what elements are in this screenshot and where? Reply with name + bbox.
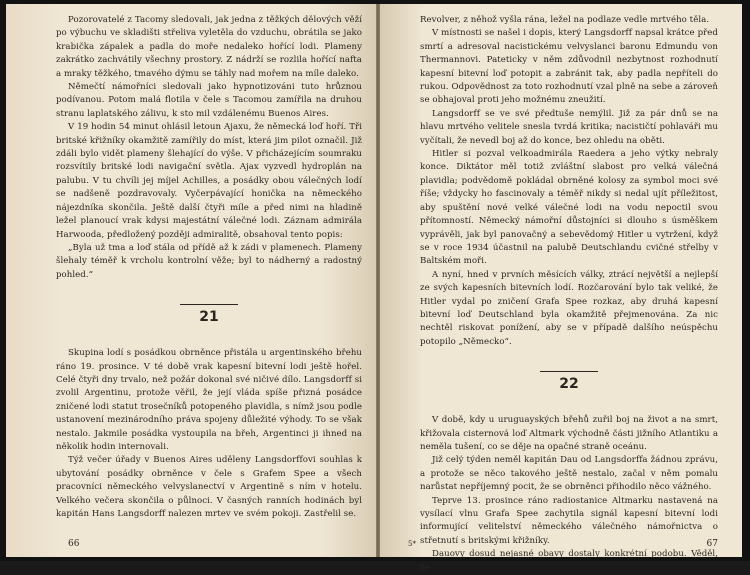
left-text-before (56, 14, 362, 282)
paragraph: Již celý týden neměl kapitán Dau od Langsdorffa žádnou zprávu, a protože se něco takového ještě nestalo, začal v něm pomalu narůstat nepříjemný pocit, že se obrněnci přihodilo něco vážného. (420, 455, 718, 493)
paragraph: Langsdorff se ve své předtuše nemýlil. Již za pár dnů se na hlavu mrtvého velitele snesla tvrdá kritika; nacističtí pohlaváři mu vyčítali, že nevedl boj až do konce, bez ohledu na oběti. (420, 108, 718, 146)
page-number: 67 (706, 539, 718, 549)
left-text-after (56, 347, 362, 521)
chapter-number: 21 (199, 309, 219, 326)
right-text-after (420, 414, 718, 575)
paragraph: V době, kdy u uruguayských břehů zuřil boj na život a na smrt, křižovala cisternová loď Altmark východně části jižního Atlantiku a neměla tušení, co se děje na opačné straně oceánu. (420, 415, 718, 452)
right-text-before (420, 14, 718, 349)
signature-mark: 5* (408, 540, 416, 548)
paragraph: Pozorovatelé z Tacomy sledovali, jak jedna z těžkých dělových věží po výbuchu ve skladišti střeliva vyletěla do vzduchu, obrátila se jako krabička zápalek a padla do moře nedaleko hořící lodi. Plameny zakrátko zachvátily všechny prostory. Z nádrží se rozlila hořící nafta a mraky těžkého, tmavého dýmu se táhly nad mořem na míle daleko. (56, 15, 362, 79)
paragraph: A nyní, hned v prvních měsících války, ztrácí největší a nejlepší ze svých kapesních bitevních lodí. Rozčarování bylo tak veliké, že Hitler vydal po zničení Grafa Spee rozkaz, aby druhá kapesní bitevní loď Deutschland byla okamžitě přejmenována. Za nic nechtěl riskovat ponížení, aby se v případě dalšího neúspěchu potopilo „Německo“. (420, 269, 718, 347)
paragraph: Teprve 13. prosince ráno radiostanice Altmarku nastavená na vysílací vlnu Grafa Spee zachytila signál kapesní bitevní lodi informující velitelství německého válečného námořnictva o střetnutí s britskými křižníky. (420, 495, 718, 546)
chapter-heading (420, 371, 718, 392)
chapter-rule (180, 304, 238, 305)
chapter-heading (56, 304, 362, 325)
paragraph: Revolver, z něhož vyšla rána, ležel na podlaze vedle mrtvého těla. (420, 15, 710, 25)
left-page (6, 4, 376, 557)
paragraph: Němečtí námořníci sledovali jako hypnotizováni tuto hrůznou podívanou. Potom malá flotila v čele s Tacomou zamířila na druhou stranu laplatského zálivu, k sto mil vzdálenému Buenos Aires. (56, 82, 362, 119)
paragraph: V místnosti se našel i dopis, který Langsdorff napsal krátce před smrtí a adresoval nacistickému velvyslanci baronu Edmundu von Thermannovi. Pateticky v něm zdůvodnil nezbytnost rozhodnutí kapesní bitevní loď potopit a zabránit tak, aby padla nepříteli do rukou. Odpovědnost za toto rozhodnutí vzal plně na sebe a zároveň se obhajoval proti jeho možnému zneužití. (420, 28, 718, 106)
page-number: 66 (68, 539, 80, 549)
paragraph: Dauovy dosud nejasné obavy dostaly konkrétní podobu. Věděl, že (420, 549, 718, 573)
chapter-number: 22 (559, 376, 579, 393)
paragraph: Skupina lodí s posádkou obrněnce přistála u argentinského břehu ráno 19. prosince. V té době vrak kapesní bitevní lodi ještě hořel. Celé čtyři dny trvalo, než požár dokonal své ničivé dílo. Langsdorff si zvolil Argentinu, protože věřil, že její vláda spíše přizná posádce zničené lodi statut trosečníků potopeného plavidla, s nímž jsou podle ustanovení mezinárodního práva spojeny důležité výhody. To se však nestalo. Jakmile posádka vystoupila na břeh, Argentinci ji ihned na několik hodin internovali. (56, 348, 362, 452)
chapter-rule (540, 371, 598, 372)
quote-paragraph: „Byla už tma a loď stála od přídě až k zádi v plamenech. Plameny šlehaly téměř k vrcholu kontrolní věže; byl to nádherný a radostný pohled.“ (56, 242, 362, 280)
paragraph: Hitler si pozval velkoadmirála Raedera a jeho výtky nebraly konce. Diktátor měl totiž zvláštní slabost pro velká válečná plavidla; podvědomě pokládal obrněné kolosy za symbol moci své říše; vždycky ho fascinovaly a téměř nikdy si nedal ujít příležitost, aby spuštění nové velké válečné lodi na vodu nepoctil svou přítomností. Německý námořní důstojníci si dlouho s úsměškem vyprávěli, jak byl panovačný a sebevědomý Hitler u vytržení, když se v roce 1934 účastnil na palubě Deutschlandu cvičné střelby v Baltském moři. (420, 149, 718, 267)
right-page (380, 4, 742, 573)
paragraph: V 19 hodin 54 minut ohlásil letoun Ajaxu, že německá loď hoří. Tři britské křižníky okamžitě zamířily do míst, která jim pilot označil. Již zdáli bylo vidět plameny šlehající do výše. V přicházejícím soumraku rozsvítily britské lodi navigační světla. Ajax vyzvedl hydroplán na palubu. V tu chvíli jej míjel Achilles, a posádky obou válečných lodí se nadšeně pozdravovaly. Vyčerpávající honička na německého nájezdníka skončila. Ještě další čtyři míle a před nimi na hladině ležel planoucí vrak kdysi majestátní válečné lodi. Záznam admirála Harwooda, předložený později admiralitě, obsahoval tento popis: (56, 122, 362, 240)
paragraph: Týž večer úřady v Buenos Aires uděleny Langsdorffovi souhlas k ubytování posádky obrněnce v čele s Grafem Spee a všech pracovníci německého velvyslanectví v Argentině s ním v hotelu. Velkého večera skončila o půlnoci. V časných ranních hodinách byl kapitán Hans Langsdorff nalezen mrtev ve svém pokoji. Zastřelil se. (56, 455, 362, 519)
